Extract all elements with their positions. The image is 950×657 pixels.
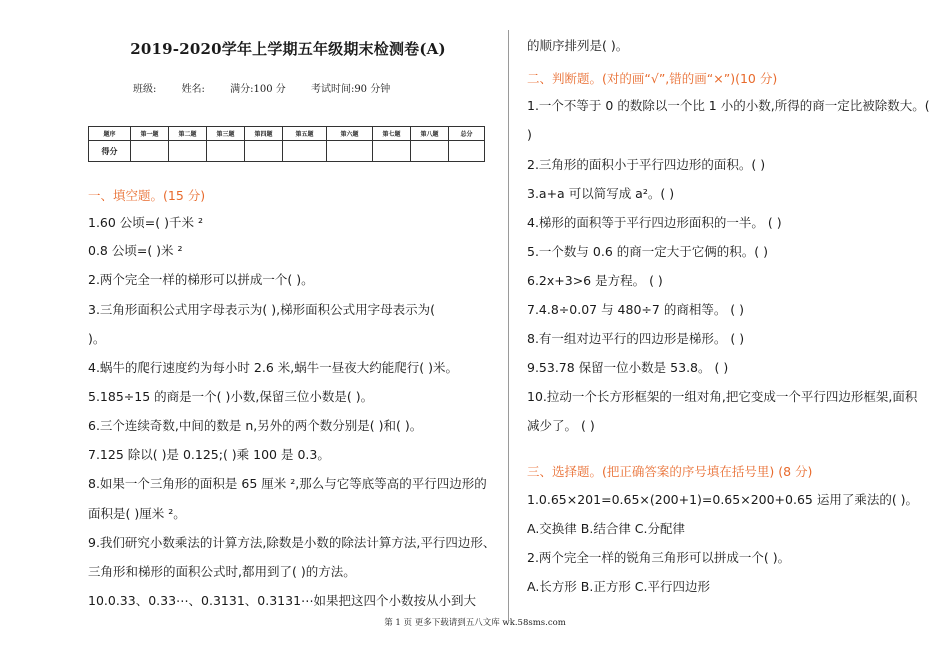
header-cell: 总分 bbox=[449, 127, 485, 141]
header-cell: 第四题 bbox=[245, 127, 283, 141]
question-line: 三角形和梯形的面积公式时,都用到了( )的方法。 bbox=[88, 564, 356, 579]
judge-line: 5.一个数与 0.6 的商一定大于它俩的积。( ) bbox=[527, 244, 768, 259]
question-line: 面积是( )厘米 ²。 bbox=[88, 506, 186, 521]
question-line: 2.两个完全一样的梯形可以拼成一个( )。 bbox=[88, 272, 314, 287]
section-judge-heading: 二、判断题。(对的画“√”,错的画“×”)(10 分) bbox=[527, 71, 778, 86]
question-line: 1.60 公顷=( )千米 ² bbox=[88, 215, 203, 230]
question-line: )。 bbox=[88, 331, 106, 346]
score-table-header-row bbox=[89, 127, 485, 141]
exam-time: 考试时间:90 分钟 bbox=[310, 84, 391, 95]
judge-line: 6.2x+3>6 是方程。 ( ) bbox=[527, 273, 663, 288]
question-line: 8.如果一个三角形的面积是 65 厘米 ²,那么与它等底等高的平行四边形的 bbox=[88, 476, 487, 491]
name-label: 姓名: bbox=[181, 84, 205, 95]
score-table-score-row bbox=[89, 141, 485, 162]
choice-line: 2.两个完全一样的锐角三角形可以拼成一个( )。 bbox=[527, 550, 791, 565]
score-table bbox=[88, 126, 485, 162]
page-footer: 第 1 页 更多下载请到五八文库 wk.58sms.com bbox=[384, 618, 566, 628]
header-cell: 题序 bbox=[89, 127, 131, 141]
score-cell[interactable] bbox=[327, 141, 373, 162]
judge-line: 8.有一组对边平行的四边形是梯形。 ( ) bbox=[527, 331, 745, 346]
question-line: 4.蜗牛的爬行速度约为每小时 2.6 米,蜗牛一昼夜大约能爬行( )米。 bbox=[88, 360, 458, 375]
exam-title: 2019-2020学年上学期五年级期末检测卷(A) bbox=[130, 40, 446, 58]
info-row bbox=[133, 80, 412, 95]
header-cell: 第七题 bbox=[373, 127, 411, 141]
header-cell: 第三题 bbox=[207, 127, 245, 141]
choice-line: A.交换律 B.结合律 C.分配律 bbox=[527, 521, 686, 536]
judge-line: ) bbox=[527, 127, 532, 142]
header-cell: 第一题 bbox=[131, 127, 169, 141]
question-line: 的顺序排列是( )。 bbox=[527, 38, 629, 53]
column-divider bbox=[508, 30, 509, 620]
question-line: 9.我们研究小数乘法的计算方法,除数是小数的除法计算方法,平行四边形、 bbox=[88, 535, 496, 550]
judge-line: 4.梯形的面积等于平行四边形面积的一半。 ( ) bbox=[527, 215, 782, 230]
judge-line: 2.三角形的面积小于平行四边形的面积。( ) bbox=[527, 157, 766, 172]
score-cell[interactable] bbox=[411, 141, 449, 162]
question-line: 10.0.33、0.33⋯、0.3131、0.3131⋯如果把这四个小数按从小到大 bbox=[88, 593, 477, 608]
judge-line: 1.一个不等于 0 的数除以一个比 1 小的小数,所得的商一定比被除数大。( bbox=[527, 98, 930, 113]
section-fill-in-heading: 一、填空题。(15 分) bbox=[88, 188, 206, 203]
score-cell[interactable] bbox=[449, 141, 485, 162]
score-row-label: 得分 bbox=[89, 141, 131, 162]
header-cell: 第五题 bbox=[283, 127, 327, 141]
full-score: 满分:100 分 bbox=[230, 84, 286, 95]
score-cell[interactable] bbox=[207, 141, 245, 162]
score-cell[interactable] bbox=[245, 141, 283, 162]
judge-line: 10.拉动一个长方形框架的一组对角,把它变成一个平行四边形框架,面积 bbox=[527, 389, 918, 404]
header-cell: 第六题 bbox=[327, 127, 373, 141]
score-cell[interactable] bbox=[169, 141, 207, 162]
choice-line: A.长方形 B.正方形 C.平行四边形 bbox=[527, 579, 711, 594]
judge-line: 3.a+a 可以简写成 a²。( ) bbox=[527, 186, 675, 201]
judge-line: 9.53.78 保留一位小数是 53.8。 ( ) bbox=[527, 360, 729, 375]
question-line: 0.8 公顷=( )米 ² bbox=[88, 243, 183, 258]
question-line: 6.三个连续奇数,中间的数是 n,另外的两个数分别是( )和( )。 bbox=[88, 418, 423, 433]
judge-line: 7.4.8÷0.07 与 480÷7 的商相等。 ( ) bbox=[527, 302, 745, 317]
header-cell: 第八题 bbox=[411, 127, 449, 141]
choice-line: 1.0.65×201=0.65×(200+1)=0.65×200+0.65 运用了乘法的( )。 bbox=[527, 492, 919, 507]
score-cell[interactable] bbox=[283, 141, 327, 162]
judge-line: 减少了。 ( ) bbox=[527, 418, 595, 433]
question-line: 7.125 除以( )是 0.125;( )乘 100 是 0.3。 bbox=[88, 447, 330, 462]
score-cell[interactable] bbox=[131, 141, 169, 162]
section-choice-heading: 三、选择题。(把正确答案的序号填在括号里) (8 分) bbox=[527, 464, 813, 479]
class-label: 班级: bbox=[133, 84, 157, 95]
score-cell[interactable] bbox=[373, 141, 411, 162]
question-line: 5.185÷15 的商是一个( )小数,保留三位小数是( )。 bbox=[88, 389, 374, 404]
question-line: 3.三角形面积公式用字母表示为( ),梯形面积公式用字母表示为( bbox=[88, 302, 436, 317]
header-cell: 第二题 bbox=[169, 127, 207, 141]
